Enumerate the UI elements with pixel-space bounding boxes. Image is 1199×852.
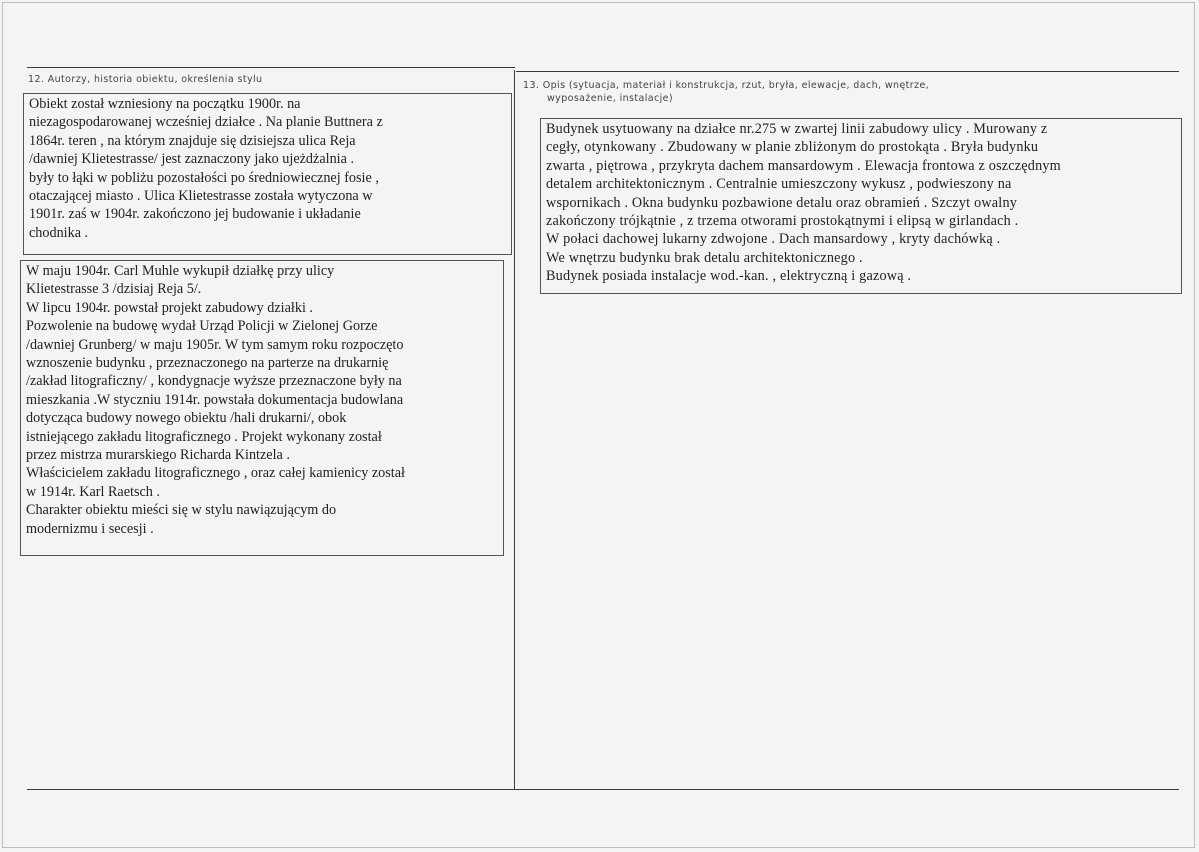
text-line: wznoszenie budynku , przeznaczonego na parterze na drukarnię <box>26 355 389 372</box>
text-line: w 1914r. Karl Raetsch . <box>26 483 160 500</box>
text-line: detalem architektonicznym . Centralnie umieszczony wykusz , podwieszony na <box>546 176 1012 193</box>
description-box <box>540 118 1182 294</box>
text-line: Obiekt został wzniesiony na początku 1900r. na <box>29 96 301 112</box>
top-rule-left <box>27 67 515 68</box>
text-line: W maju 1904r. Carl Muhle wykupił działkę przy ulicy <box>26 263 335 279</box>
text-line: chodnika . <box>29 224 89 241</box>
text-line: Budynek usytuowany na działce nr.275 w zwartej linii zabudowy ulicy . Murowany z <box>546 121 1048 137</box>
section-13-header-line-2: wyposażenie, instalacje) <box>547 93 674 104</box>
text-line: Właścicielem zakładu litograficznego , oraz całej kamienicy został <box>26 465 405 482</box>
text-line: /dawniej Grunberg/ w maju 1905r. W tym samym roku rozpoczęto <box>26 336 404 353</box>
text-line: W połaci dachowej lukarny zdwojone . Dach mansardowy , kryty dachówką . <box>546 231 1001 248</box>
text-line: zakończony trójkątnie , z trzema otworami prostokątnymi i elipsą w girlandach . <box>546 213 1019 230</box>
text-line: Klietestrasse 3 /dzisiaj Reja 5/. <box>26 281 202 298</box>
history-box-2 <box>20 260 504 556</box>
text-line: mieszkania .W styczniu 1914r. powstała dokumentacja budowlana <box>26 391 404 408</box>
text-line: /zakład litograficzny/ , kondygnacje wyższe przeznaczone były na <box>26 373 402 390</box>
history-box-1 <box>23 93 512 255</box>
text-line: 1901r. zaś w 1904r. zakończono jej budowanie i układanie <box>29 206 361 223</box>
text-line: Budynek posiada instalacje wod.-kan. , elektryczną i gazową . <box>546 268 912 285</box>
text-line: niezagospodarowanej wcześniej działce . Na planie Buttnera z <box>29 114 383 131</box>
text-line: zwarta , piętrowa , przykryta dachem mansardowym . Elewacja frontowa z oszczędnym <box>546 157 1061 174</box>
bottom-rule <box>27 789 1179 790</box>
top-rule-right <box>516 71 1179 72</box>
text-line: wspornikach . Okna budynku pozbawione detalu oraz obramień . Szczyt owalny <box>546 194 1018 211</box>
text-line: modernizmu i secesji . <box>26 520 154 537</box>
text-line: W lipcu 1904r. powstał projekt zabudowy działki . <box>26 299 313 316</box>
text-line: Charakter obiektu mieści się w stylu nawiązującym do <box>26 502 337 519</box>
text-line: były to łąki w pobliżu pozostałości po średniowiecznej fosie , <box>29 169 379 186</box>
section-13-header-line-1: 13. Opis (sytuacja, materiał i konstrukcja, rzut, bryła, elewacje, dach, wnętrze, <box>523 80 930 91</box>
text-line: istniejącego zakładu litograficznego . Projekt wykonany został <box>26 428 382 445</box>
text-line: Pozwolenie na budowę wydał Urząd Policji w Zielonej Gorze <box>26 318 378 335</box>
text-line: cegły, otynkowany . Zbudowany w planie zbliżonym do prostokąta . Bryła budynku <box>546 139 1039 156</box>
text-line: przez mistrza murarskiego Richarda Kintzela . <box>26 447 290 464</box>
text-line: 1864r. teren , na którym znajduje się dzisiejsza ulica Reja <box>29 132 356 149</box>
column-divider <box>514 70 515 790</box>
section-13-header <box>523 79 929 105</box>
text-line: otaczającej miasto . Ulica Klietestrasse została wytyczona w <box>29 188 373 205</box>
section-12-header: 12. Autorzy, historia obiektu, określenia stylu <box>28 74 263 85</box>
text-line: We wnętrzu budynku brak detalu architektonicznego . <box>546 249 863 266</box>
text-line: /dawniej Klietestrasse/ jest zaznaczony jako ujeżdżalnia . <box>29 151 354 168</box>
text-line: dotycząca budowy nowego obiektu /hali drukarni/, obok <box>26 410 347 427</box>
